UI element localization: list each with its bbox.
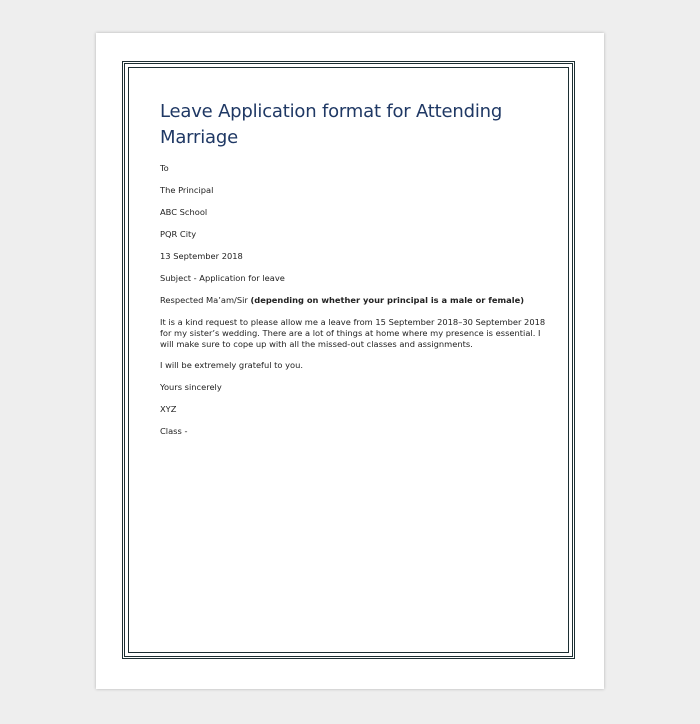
letter-content: [160, 99, 550, 448]
signature-line: XYZ: [160, 404, 177, 414]
body-paragraph: It is a kind request to please allow me a leave from 15 September 2018–30 September 2018 for my sister’s wedding. There are a lot of things at home where my presence is essential. I will make sure to cope up with all the missed-out classes and assignments.: [160, 317, 546, 349]
city-line: PQR City: [160, 229, 197, 239]
class-line: Class -: [160, 426, 188, 436]
letter-title: Leave Application format for Attending Marriage: [160, 101, 503, 148]
date-line: 13 September 2018: [160, 251, 243, 261]
gratitude-line: I will be extremely grateful to you.: [160, 360, 304, 370]
subject-line: Subject - Application for leave: [160, 273, 285, 283]
salutation-note: (depending on whether your principal is a male or female): [250, 295, 525, 305]
salutation-line: [160, 295, 550, 305]
document-page: [96, 33, 604, 689]
salutation-text: Respected Ma’am/Sir: [160, 295, 248, 305]
closing-line: Yours sincerely: [160, 382, 222, 392]
school-line: ABC School: [160, 207, 208, 217]
recipient-line: The Principal: [160, 185, 214, 195]
to-line: To: [160, 163, 169, 173]
